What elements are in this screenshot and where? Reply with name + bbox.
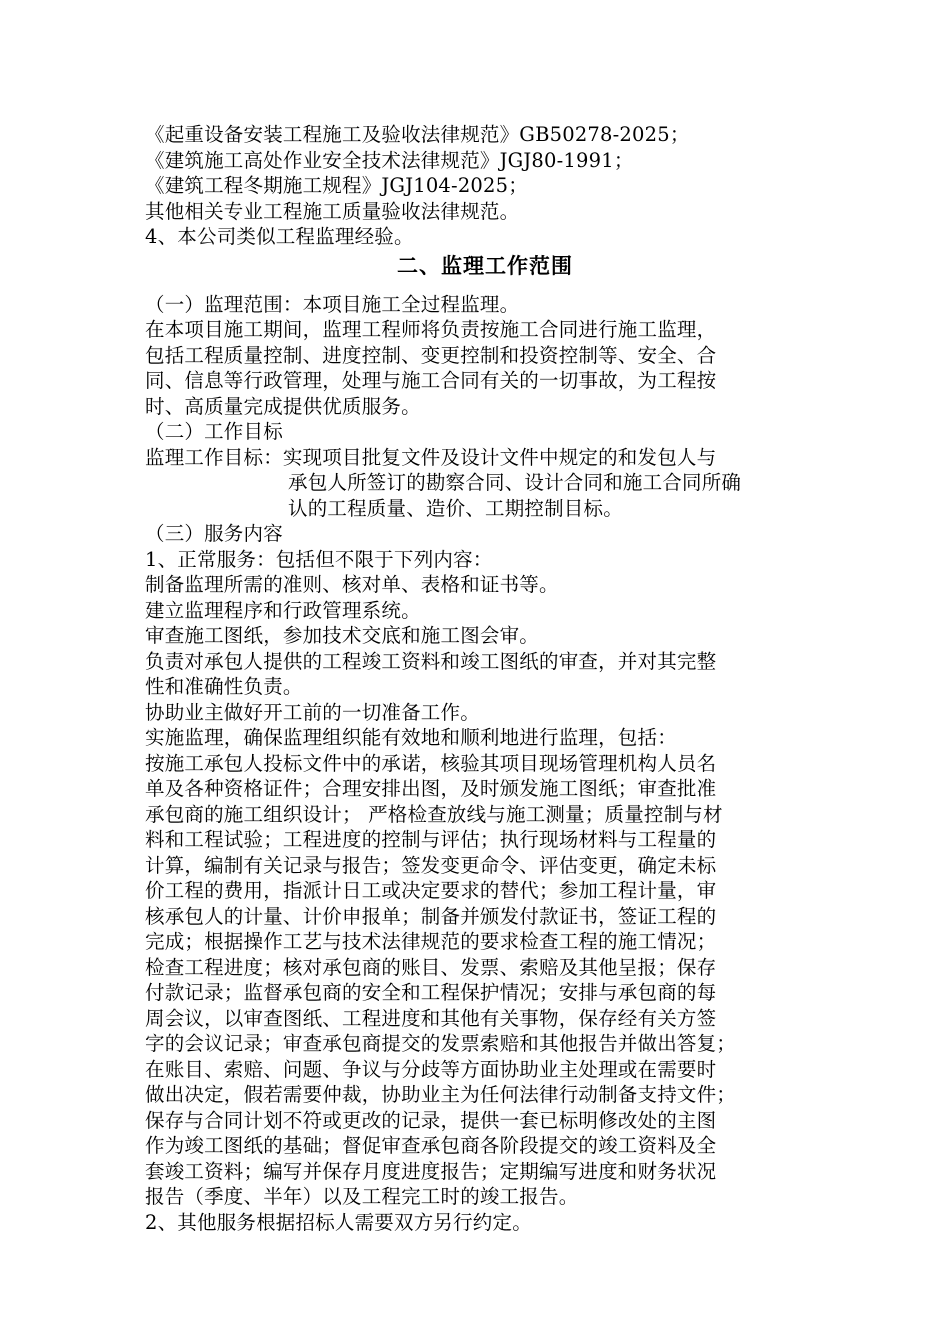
reference-item: 《起重设备安装工程施工及验收法律规范》GB50278-2025； bbox=[145, 123, 690, 146]
goal-continuation-line: 认的工程质量、造价、工期控制目标。 bbox=[288, 496, 623, 520]
paragraph-line: 料和工程试验；工程进度的控制与评估；执行现场材料与工程量的 bbox=[145, 828, 717, 851]
paragraph-line: 2、其他服务根据招标人需要双方另行约定。 bbox=[145, 1210, 532, 1234]
paragraph-line: 检查工程进度；核对承包商的账目、发票、索赔及其他呈报；保存 bbox=[145, 955, 717, 979]
paragraph-line: 价工程的费用，指派计日工或决定要求的替代；参加工程计量，审 bbox=[145, 879, 717, 902]
paragraph-line: 1、正常服务：包括但不限于下列内容： bbox=[145, 547, 493, 571]
paragraph-line: 在账目、索赔、问题、争议与分歧等方面协助业主处理或在需要时 bbox=[145, 1057, 717, 1081]
section-title: 二、监理工作范围 bbox=[397, 252, 573, 278]
paragraph-line: 作为竣工图纸的基础；督促审查承包商各阶段提交的竣工资料及全 bbox=[145, 1134, 717, 1157]
paragraph-line: 在本项目施工期间，监理工程师将负责按施工合同进行施工监理， bbox=[145, 318, 717, 341]
paragraph-line: 周会议，以审查图纸、工程进度和其他有关事物，保存经有关方签 bbox=[145, 1006, 717, 1030]
paragraph-line: 协助业主做好开工前的一切准备工作。 bbox=[145, 700, 480, 724]
paragraph-line: 字的会议记录；审查承包商提交的发票索赔和其他报告并做出答复； bbox=[145, 1032, 737, 1055]
scope-heading: （一）监理范围：本项目施工全过程监理。 bbox=[145, 292, 520, 316]
paragraph-line: 性和准确性负责。 bbox=[145, 675, 303, 698]
paragraph-line: 承包商的施工组织设计； 严格检查放线与施工测量；质量控制与材 bbox=[145, 802, 723, 826]
paragraph-line: 单及各种资格证件；合理安排出图，及时颁发施工图纸；审查批准 bbox=[145, 777, 717, 800]
paragraph-line: 付款记录；监督承包商的安全和工程保护情况；安排与承包商的每 bbox=[145, 981, 717, 1004]
reference-item: 《建筑施工高处作业安全技术法律规范》JGJ80-1991； bbox=[145, 148, 634, 172]
goal-continuation-line: 承包人所签订的勘察合同、设计合同和施工合同所确 bbox=[288, 471, 742, 494]
service-section bbox=[145, 521, 825, 1235]
paragraph-line: 审查施工图纸，参加技术交底和施工图会审。 bbox=[145, 624, 540, 647]
goal-heading: （二）工作目标 bbox=[145, 420, 283, 443]
paragraph-line: 实施监理，确保监理组织能有效地和顺利地进行监理，包括： bbox=[145, 726, 677, 749]
paragraph-line: 制备监理所需的准则、核对单、表格和证书等。 bbox=[145, 573, 559, 596]
paragraph-line: 包括工程质量控制、进度控制、变更控制和投资控制等、安全、合 bbox=[145, 343, 717, 367]
paragraph-line: 套竣工资料；编写并保存月度进度报告；定期编写进度和财务状况 bbox=[145, 1159, 717, 1183]
paragraph-line: 计算，编制有关记录与报告；签发变更命令、评估变更，确定未标 bbox=[145, 853, 717, 877]
reference-item: 其他相关专业工程施工质量验收法律规范。 bbox=[145, 199, 520, 223]
paragraph-line: 同、信息等行政管理，处理与施工合同有关的一切事故，为工程按 bbox=[145, 369, 717, 392]
scope-section bbox=[145, 292, 825, 420]
goal-section bbox=[145, 419, 825, 521]
paragraph-line: 负责对承包人提供的工程竣工资料和竣工图纸的审查，并对其完整 bbox=[145, 649, 717, 673]
document-page bbox=[145, 122, 825, 1235]
reference-list bbox=[145, 122, 825, 250]
paragraph-line: 完成；根据操作工艺与技术法律规范的要求检查工程的施工情况； bbox=[145, 930, 717, 953]
paragraph-line: 报告（季度、半年）以及工程完工时的竣工报告。 bbox=[145, 1185, 579, 1208]
paragraph-line: 保存与合同计划不符或更改的记录，提供一套已标明修改处的主图 bbox=[145, 1108, 717, 1132]
paragraph-line: 按施工承包人投标文件中的承诺，核验其项目现场管理机构人员名 bbox=[145, 751, 717, 775]
reference-item: 4、本公司类似工程监理经验。 bbox=[145, 225, 414, 248]
paragraph-line: 核承包人的计量、计价申报单；制备并颁发付款证书，签证工程的 bbox=[145, 904, 717, 928]
service-heading: （三）服务内容 bbox=[145, 522, 283, 545]
paragraph-line: 建立监理程序和行政管理系统。 bbox=[145, 598, 421, 622]
paragraph-line: 做出决定，假若需要仲裁，协助业主为任何法律行动制备支持文件； bbox=[145, 1083, 737, 1106]
reference-item: 《建筑工程冬期施工规程》JGJ104-2025； bbox=[145, 174, 528, 197]
goal-first-line: 监理工作目标：实现项目批复文件及设计文件中规定的和发包人与 bbox=[145, 445, 717, 469]
paragraph-line: 时、高质量完成提供优质服务。 bbox=[145, 394, 421, 418]
